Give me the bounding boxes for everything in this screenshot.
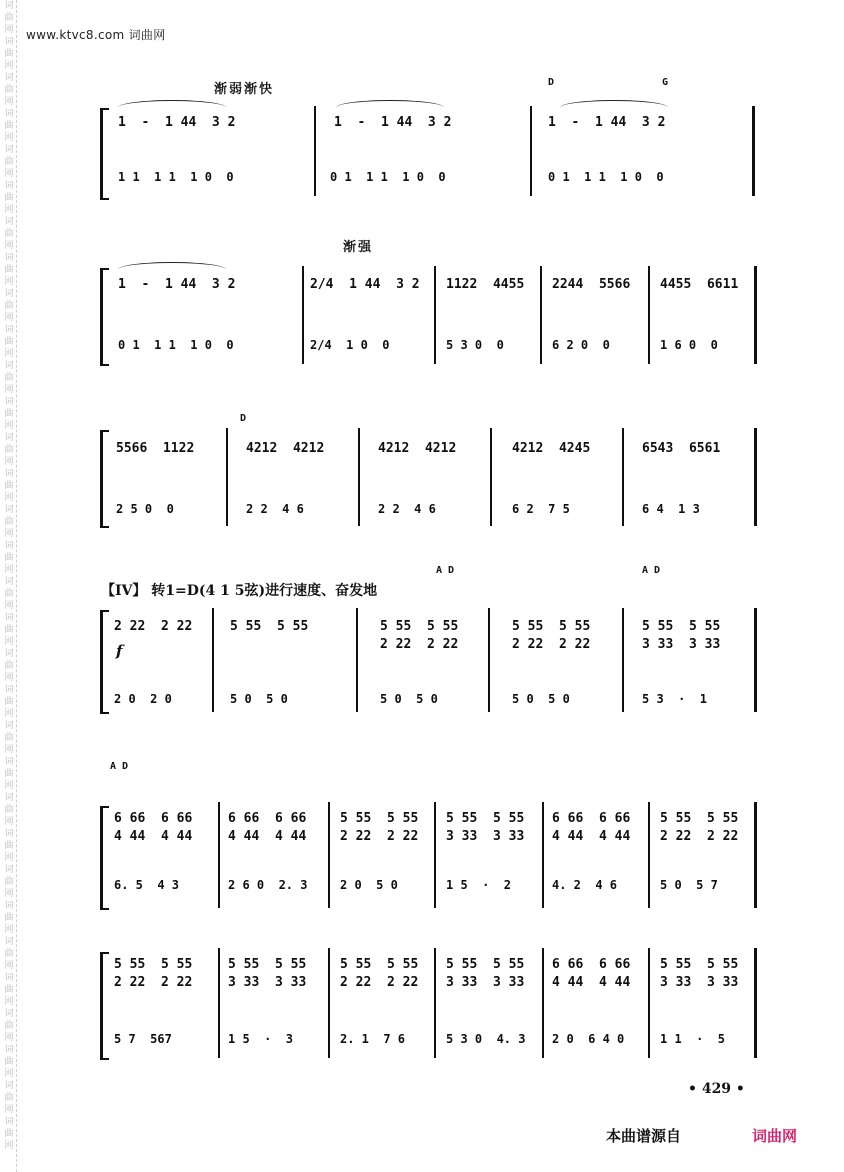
- staff-brace: [100, 952, 109, 1060]
- measure: 2 22 2 22: [114, 975, 193, 990]
- measure: 5 55 5 55: [446, 957, 525, 972]
- measure: 2 22 2 22: [114, 619, 193, 634]
- measure: 5 7 567: [114, 1032, 172, 1046]
- barline: [542, 802, 544, 908]
- measure: 0 1 1 1 1 0 0: [330, 170, 446, 184]
- measure: 5 0 5 0: [380, 692, 438, 706]
- measure: 5 55 5 55: [380, 619, 459, 634]
- section-label: 【IV】 转1=D(4 1 5弦)进行速度、奋发地: [101, 583, 378, 599]
- staff-brace: [100, 610, 109, 714]
- barline: [356, 608, 358, 712]
- measure: 5 3 0 0: [446, 338, 504, 352]
- barline: [434, 948, 436, 1058]
- measure: 4455 6611: [660, 277, 739, 292]
- measure: 4 44 4 44: [114, 829, 193, 844]
- measure: 4 44 4 44: [552, 829, 631, 844]
- measure: 4212 4212: [378, 441, 457, 456]
- barline: [648, 948, 650, 1058]
- barline: [328, 948, 330, 1058]
- measure: 2244 5566: [552, 277, 631, 292]
- measure: 4212 4245: [512, 441, 591, 456]
- measure: 1122 4455: [446, 277, 525, 292]
- measure: 2 22 2 22: [340, 829, 419, 844]
- measure: 2 22 2 22: [380, 637, 459, 652]
- barline: [226, 428, 228, 526]
- measure: 2/4 1 44 3 2: [310, 277, 420, 292]
- measure: 1 - 1 44 3 2: [118, 277, 236, 292]
- measure: 6543 6561: [642, 441, 721, 456]
- measure: 6 66 6 66: [228, 811, 307, 826]
- barline: [314, 106, 316, 196]
- barline: [754, 802, 757, 908]
- measure: 6. 5 4 3: [114, 878, 180, 892]
- measure: 6 66 6 66: [552, 811, 631, 826]
- chord-symbol: D: [240, 413, 247, 424]
- barline: [542, 948, 544, 1058]
- measure: 3 33 3 33: [446, 975, 525, 990]
- measure: 5 55 5 55: [660, 957, 739, 972]
- barline: [434, 802, 436, 908]
- barline: [490, 428, 492, 526]
- measure: 1 - 1 44 3 2: [118, 115, 236, 130]
- barline: [754, 948, 757, 1058]
- measure: 1 - 1 44 3 2: [548, 115, 666, 130]
- measure: 5 55 5 55: [642, 619, 721, 634]
- measure: 5 55 5 55: [340, 811, 419, 826]
- measure: 5 55 5 55: [230, 619, 309, 634]
- staff-brace: [100, 268, 109, 366]
- barline: [754, 608, 757, 712]
- chord-symbol: A D: [642, 565, 661, 576]
- measure: 1 5 · 3: [228, 1032, 294, 1046]
- site-name-link[interactable]: 词曲网: [752, 1127, 798, 1145]
- measure: 5 55 5 55: [512, 619, 591, 634]
- barline: [622, 608, 624, 712]
- measure: 2 2 4 6: [246, 502, 304, 516]
- measure: 4 44 4 44: [228, 829, 307, 844]
- measure: 5 3 0 4. 3: [446, 1032, 526, 1046]
- measure: 3 33 3 33: [642, 637, 721, 652]
- barline: [212, 608, 214, 712]
- measure: 2 0 6 4 0: [552, 1032, 625, 1046]
- direction-decresc-accel: 渐弱渐快: [214, 82, 275, 97]
- dynamic-marking: f: [116, 642, 123, 660]
- barline: [328, 802, 330, 908]
- measure: 2 2 4 6: [378, 502, 436, 516]
- chord-symbol: A D: [110, 761, 129, 772]
- measure: 1 6 0 0: [660, 338, 718, 352]
- staff-brace: [100, 108, 109, 200]
- measure: 5 55 5 55: [340, 957, 419, 972]
- barline: [648, 802, 650, 908]
- side-watermark: 词曲网词曲网词曲网词曲网词曲网词曲网词曲网词曲网词曲网词曲网词曲网词曲网词曲网词曲网词曲网词曲网词曲网词曲网词曲网词曲网词曲网词曲网词曲网词曲网词曲网词曲网词曲网词曲网词曲网词曲网词曲网词曲网: [2, 0, 17, 1172]
- chord-symbol: G: [662, 77, 669, 88]
- measure: 3 33 3 33: [660, 975, 739, 990]
- measure: 2 22 2 22: [660, 829, 739, 844]
- measure: 0 1 1 1 1 0 0: [548, 170, 664, 184]
- barline: [218, 802, 220, 908]
- measure: 4. 2 4 6: [552, 878, 618, 892]
- measure: 2 22 2 22: [340, 975, 419, 990]
- site-header[interactable]: www.ktvc8.com 词曲网: [26, 28, 166, 42]
- measure: 5 0 5 0: [230, 692, 288, 706]
- measure: 2 0 2 0: [114, 692, 172, 706]
- measure: 5 55 5 55: [228, 957, 307, 972]
- barline: [622, 428, 624, 526]
- measure: 4212 4212: [246, 441, 325, 456]
- barline: [540, 266, 542, 364]
- barline: [434, 266, 436, 364]
- measure: 6 4 1 3: [642, 502, 700, 516]
- barline: [752, 106, 755, 196]
- barline: [754, 428, 757, 526]
- staff-brace: [100, 806, 109, 910]
- measure: 0 1 1 1 1 0 0: [118, 338, 234, 352]
- measure: 3 33 3 33: [228, 975, 307, 990]
- measure: 6 66 6 66: [114, 811, 193, 826]
- measure: 1 1 · 5: [660, 1032, 726, 1046]
- measure: 5 0 5 0: [512, 692, 570, 706]
- direction-crescendo: 渐强: [343, 240, 374, 255]
- measure: 5 0 5 7: [660, 878, 718, 892]
- measure: 1 - 1 44 3 2: [334, 115, 452, 130]
- source-label: 本曲谱源自: [606, 1127, 682, 1145]
- barline: [358, 428, 360, 526]
- measure: 4 44 4 44: [552, 975, 631, 990]
- measure: 3 33 3 33: [446, 829, 525, 844]
- measure: 6 66 6 66: [552, 957, 631, 972]
- measure: 6 2 7 5: [512, 502, 570, 516]
- measure: 2 0 5 0: [340, 878, 398, 892]
- measure: 2/4 1 0 0: [310, 338, 390, 352]
- barline: [648, 266, 650, 364]
- chord-symbol: A D: [436, 565, 455, 576]
- measure: 5566 1122: [116, 441, 195, 456]
- measure: 2 5 0 0: [116, 502, 174, 516]
- barline: [530, 106, 532, 196]
- barline: [488, 608, 490, 712]
- barline: [218, 948, 220, 1058]
- measure: 5 55 5 55: [446, 811, 525, 826]
- measure: 5 55 5 55: [660, 811, 739, 826]
- measure: 6 2 0 0: [552, 338, 610, 352]
- measure: 5 55 5 55: [114, 957, 193, 972]
- page-number: • 429 •: [688, 1081, 745, 1097]
- barline: [302, 266, 304, 364]
- measure: 2 6 0 2. 3: [228, 878, 308, 892]
- chord-symbol: D: [548, 77, 555, 88]
- measure: 1 5 · 2: [446, 878, 512, 892]
- measure: 2 22 2 22: [512, 637, 591, 652]
- barline: [754, 266, 757, 364]
- measure: 1 1 1 1 1 0 0: [118, 170, 234, 184]
- staff-brace: [100, 430, 109, 528]
- measure: 5 3 · 1: [642, 692, 708, 706]
- measure: 2. 1 7 6: [340, 1032, 406, 1046]
